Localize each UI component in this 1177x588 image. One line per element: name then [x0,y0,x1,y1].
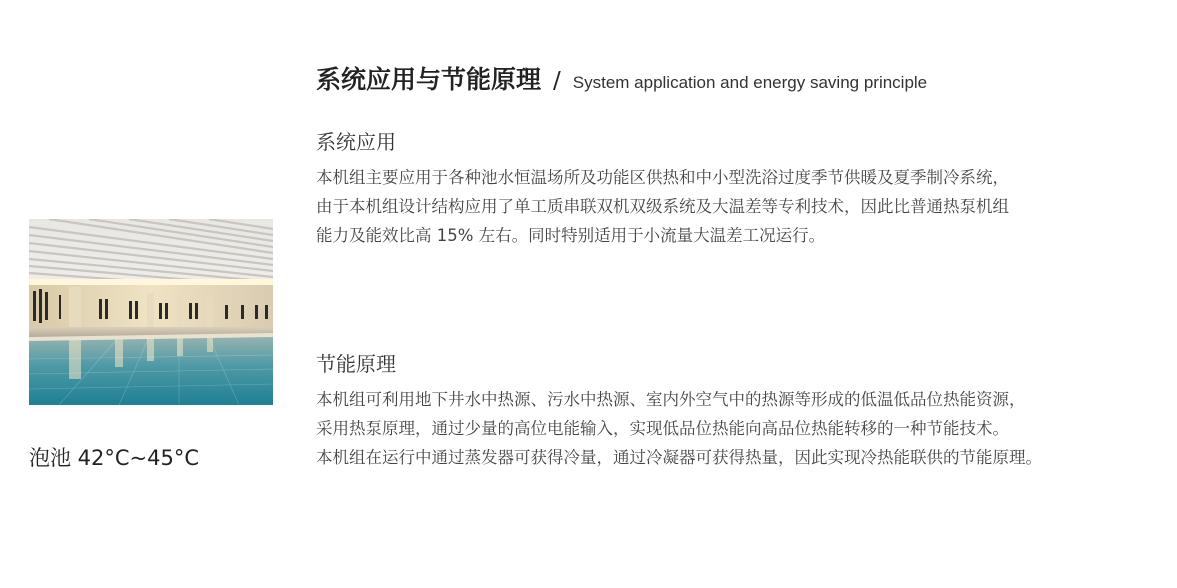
section-title-system-application: 系统应用 [316,130,396,154]
body-line: 采用热泵原理，通过少量的高位电能输入，实现低品位热能向高品位热能转移的一种节能技术。 [316,419,1009,438]
page-heading [316,60,927,96]
pool-photo [29,219,273,405]
body-line: 本机组主要应用于各种池水恒温场所及功能区供热和中小型洗浴过度季节供暖及夏季制冷系统， [316,168,1009,187]
body-line: 本机组在运行中通过蒸发器可获得冷量，通过冷凝器可获得热量，因此实现冷热能联供的节能原理。 [316,448,1042,467]
body-line: 本机组可利用地下井水中热源、污水中热源、室内外空气中的热源等形成的低温低品位热能资源， [316,390,1026,409]
body-line: 能力及能效比高 15% 左右。同时特别适用于小流量大温差工况运行。 [316,226,826,245]
photo-caption: 泡池 42°C~45°C [29,446,200,470]
body-line: 由于本机组设计结构应用了单工质串联双机双级系统及大温差等专利技术，因此比普通热泵机组 [316,197,1009,216]
section-body-system-application [316,163,1116,250]
heading-english: System application and energy saving principle [572,73,928,92]
section-title-energy-saving-principle: 节能原理 [316,352,396,376]
heading-separator: / [553,68,561,94]
pool-image [29,219,273,405]
heading-chinese: 系统应用与节能原理 [316,65,542,94]
section-body-energy-saving-principle [316,385,1116,472]
